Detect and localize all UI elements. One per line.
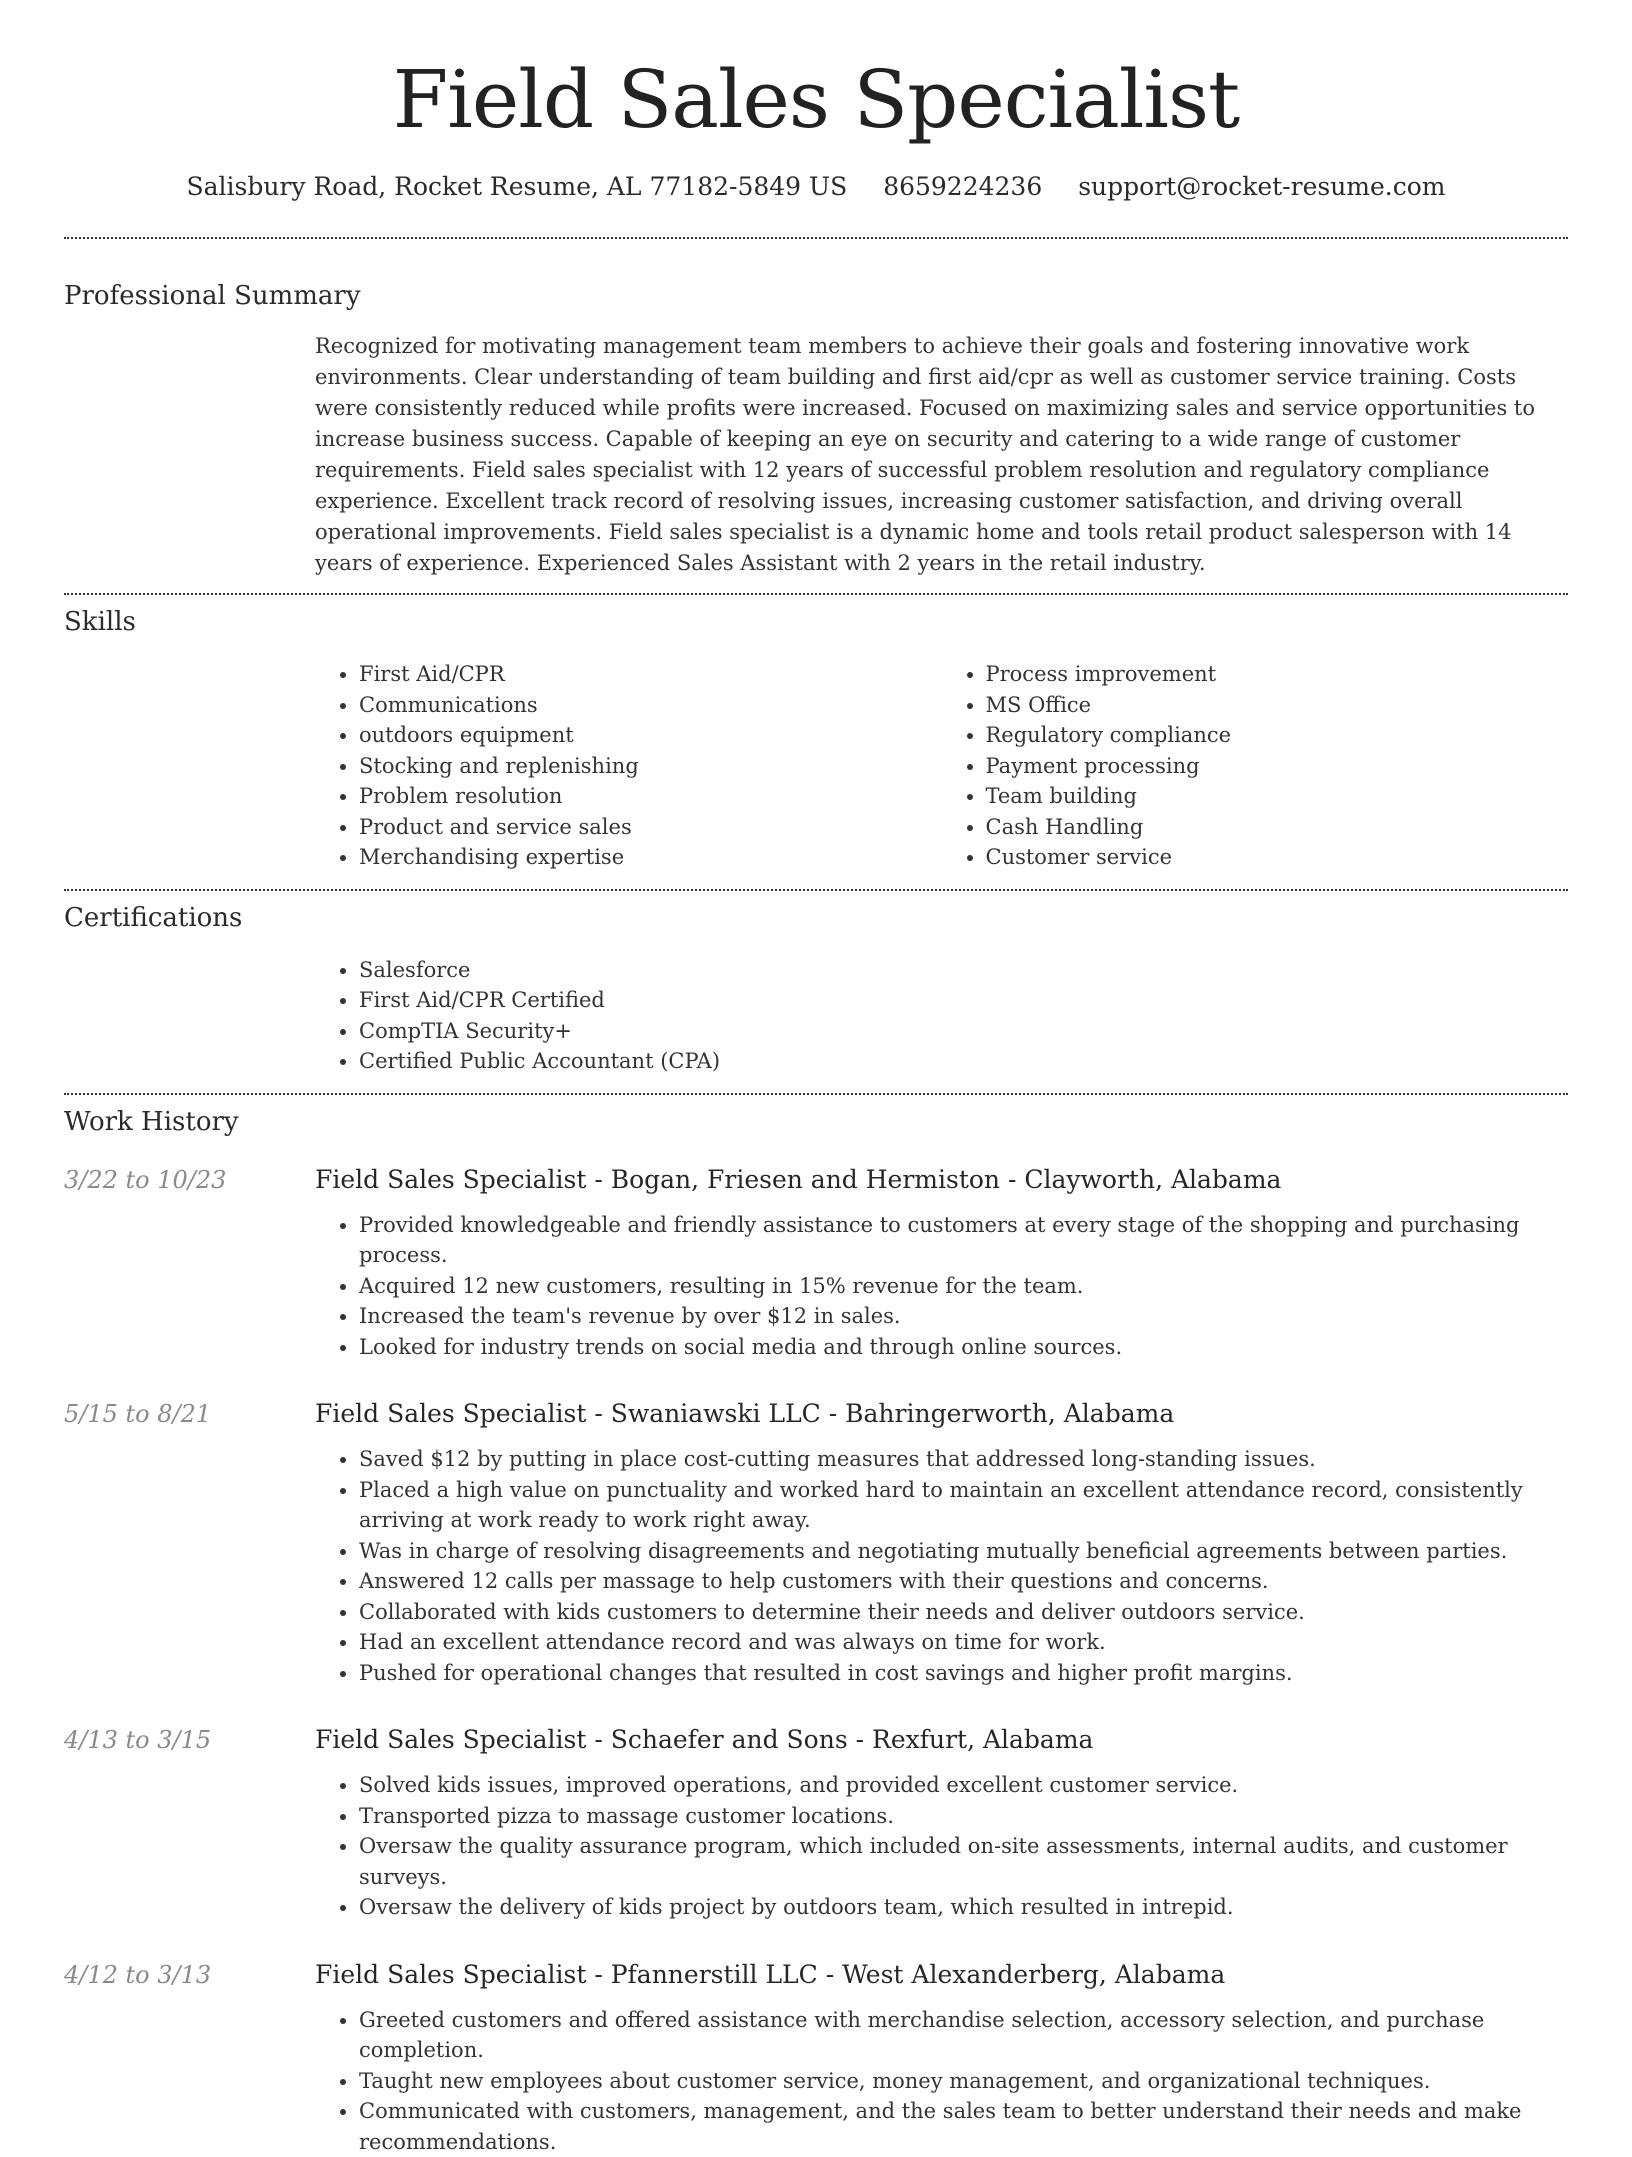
contact-line [64, 170, 1568, 204]
job-title: Field Sales Specialist - Bogan, Friesen and Hermiston - Clayworth, Alabama [315, 1163, 1568, 1197]
job-bullet: • Transported pizza to massage customer locations. [359, 1801, 1568, 1832]
skill-item: • Cash Handling [986, 812, 1569, 843]
certification-item: • First Aid/CPR Certified [359, 985, 1568, 1016]
job-entry [64, 1163, 1568, 1363]
job-bullet: • Taught new employees about customer service, money management, and organizational techniques. [359, 2066, 1568, 2097]
skill-item: • Merchandising expertise [359, 842, 942, 873]
skill-item: • Payment processing [986, 751, 1569, 782]
certification-item: • Certified Public Accountant (CPA) [359, 1046, 1568, 1077]
job-bullet: • Oversaw the quality assurance program, which included on-site assessments, internal audits, and customer surveys. [359, 1831, 1568, 1892]
job-date: 3/22 to 10/23 [64, 1163, 315, 1363]
section-title-skills: Skills [64, 605, 1568, 639]
job-bullet: • Was in charge of resolving disagreements and negotiating mutually beneficial agreements between parties. [359, 1536, 1568, 1567]
job-bullet: • Collaborated with kids customers to determine their needs and deliver outdoors service. [359, 1597, 1568, 1628]
skill-item: • Stocking and replenishing [359, 751, 942, 782]
skill-item: • First Aid/CPR [359, 659, 942, 690]
job-bullet: • Oversaw the delivery of kids project by outdoors team, which resulted in intrepid. [359, 1892, 1568, 1923]
skill-item: • Product and service sales [359, 812, 942, 843]
job-bullets [315, 2005, 1568, 2157]
skill-item: • Customer service [986, 842, 1569, 873]
certification-item: • Salesforce [359, 955, 1568, 986]
job-title: Field Sales Specialist - Schaefer and Sons - Rexfurt, Alabama [315, 1723, 1568, 1757]
certifications-list [315, 955, 1568, 1077]
job-bullet: • Pushed for operational changes that resulted in cost savings and higher profit margins. [359, 1658, 1568, 1689]
skills-column-left [315, 659, 942, 873]
divider [64, 593, 1568, 595]
work-history-section [64, 1105, 1568, 2157]
section-title-summary: Professional Summary [64, 279, 1568, 313]
skills-list [315, 659, 1568, 873]
job-bullet: • Saved $12 by putting in place cost-cutting measures that addressed long-standing issues. [359, 1444, 1568, 1475]
job-entry [64, 1723, 1568, 1923]
certification-item: • CompTIA Security+ [359, 1016, 1568, 1047]
job-bullets [315, 1210, 1568, 1363]
summary-section [64, 279, 1568, 579]
job-bullet: • Had an excellent attendance record and was always on time for work. [359, 1627, 1568, 1658]
candidate-name: Field Sales Specialist [64, 0, 1568, 150]
job-title: Field Sales Specialist - Pfannerstill LLC - West Alexanderberg, Alabama [315, 1958, 1568, 1992]
skill-item: • Regulatory compliance [986, 720, 1569, 751]
skills-section [64, 605, 1568, 873]
divider [64, 1093, 1568, 1095]
skill-item: • Team building [986, 781, 1569, 812]
job-title: Field Sales Specialist - Swaniawski LLC - Bahringerworth, Alabama [315, 1397, 1568, 1431]
skills-column-right [942, 659, 1569, 873]
job-bullet: • Solved kids issues, improved operations, and provided excellent customer service. [359, 1770, 1568, 1801]
job-bullet: • Acquired 12 new customers, resulting in 15% revenue for the team. [359, 1271, 1568, 1302]
resume-page [64, 0, 1568, 2157]
job-bullet: • Looked for industry trends on social media and through online sources. [359, 1332, 1568, 1363]
job-bullet: • Provided knowledgeable and friendly assistance to customers at every stage of the shopping and purchasing process. [359, 1210, 1568, 1271]
summary-text: Recognized for motivating management team members to achieve their goals and fostering innovative work environments. Clear understanding of team building and first aid/cpr as well as customer service training. Costs were consistently reduced while profits were increased. Focused on maximizing sales and service opportunities to increase business success. Capable of keeping an eye on security and catering to a wide range of customer requirements. Field sales specialist with 12 years of successful problem resolution and regulatory compliance experience. Excellent track record of resolving issues, increasing customer satisfaction, and driving overall operational improvements. Field sales specialist is a dynamic home and tools retail product salesperson with 14 years of experience. Experienced Sales Assistant with 2 years in the retail industry. [315, 331, 1568, 579]
divider [64, 889, 1568, 891]
job-date: 4/13 to 3/15 [64, 1723, 315, 1923]
job-bullet: • Answered 12 calls per massage to help customers with their questions and concerns. [359, 1566, 1568, 1597]
job-date: 5/15 to 8/21 [64, 1397, 315, 1688]
job-bullet: • Placed a high value on punctuality and worked hard to maintain an excellent attendance record, consistently arriving at work ready to work right away. [359, 1475, 1568, 1536]
address: Salisbury Road, Rocket Resume, AL 77182-5849 US [186, 172, 847, 201]
divider [64, 237, 1568, 239]
skill-item: • Communications [359, 690, 942, 721]
skill-item: • Problem resolution [359, 781, 942, 812]
job-bullets [315, 1770, 1568, 1923]
email: support@rocket-resume.com [1078, 172, 1445, 201]
section-title-work-history: Work History [64, 1105, 1568, 1139]
skill-item: • Process improvement [986, 659, 1569, 690]
job-bullets [315, 1444, 1568, 1688]
job-entry [64, 1397, 1568, 1688]
phone: 8659224236 [883, 172, 1042, 201]
job-bullet: • Greeted customers and offered assistance with merchandise selection, accessory selection, and purchase completion. [359, 2005, 1568, 2066]
job-entry [64, 1958, 1568, 2157]
job-bullet: • Communicated with customers, management, and the sales team to better understand their needs and make recommendations. [359, 2096, 1568, 2157]
skill-item: • MS Office [986, 690, 1569, 721]
skill-item: • outdoors equipment [359, 720, 942, 751]
certifications-section [64, 901, 1568, 1077]
section-title-certifications: Certifications [64, 901, 1568, 935]
job-bullet: • Increased the team's revenue by over $12 in sales. [359, 1301, 1568, 1332]
job-date: 4/12 to 3/13 [64, 1958, 315, 2157]
